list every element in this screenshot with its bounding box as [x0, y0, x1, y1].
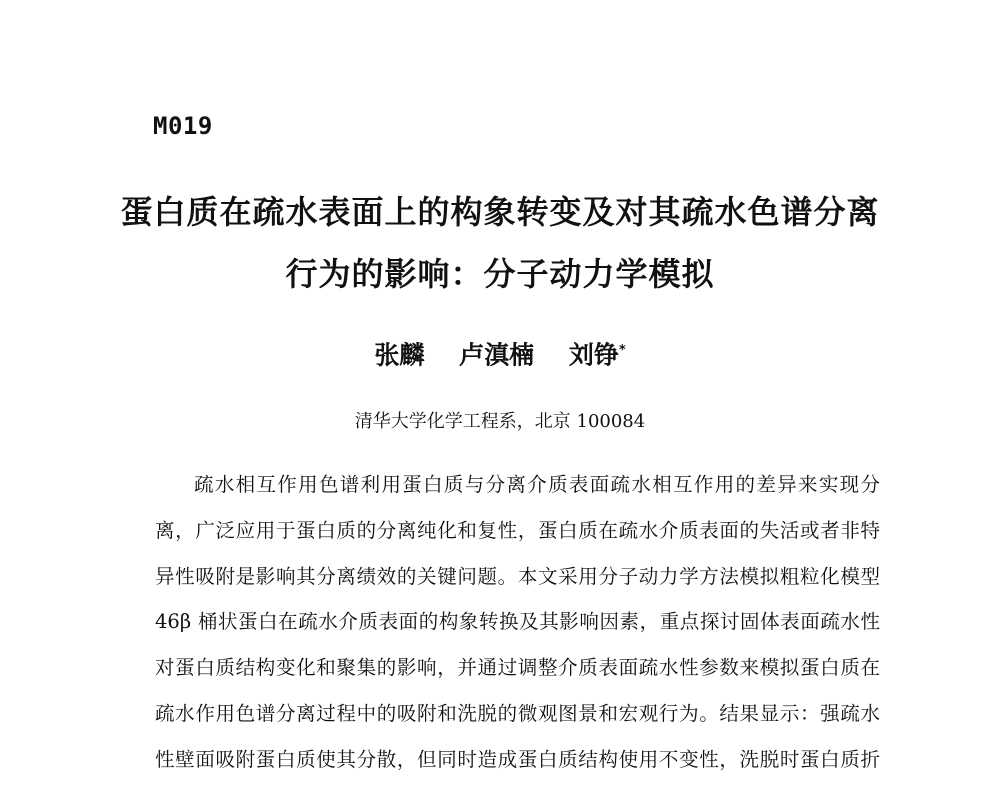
author	[374, 336, 424, 370]
author-name: 张麟	[374, 340, 425, 370]
abstract-line: 疏水作用色谱分离过程中的吸附和洗脱的微观图景和宏观行为。结果显示：强疏水	[155, 701, 880, 725]
abstract-line: 离，广泛应用于蛋白质的分离纯化和复性，蛋白质在疏水介质表面的失活或者非特	[155, 518, 880, 542]
affiliation: 清华大学化学工程系，北京 100084	[354, 411, 646, 432]
author-name: 刘铮	[568, 340, 619, 370]
abstract-line: 疏水相互作用色谱利用蛋白质与分离介质表面疏水相互作用的差异来实现分	[194, 473, 880, 496]
author	[459, 336, 534, 370]
abstract-line: 46β 桶状蛋白在疏水介质表面的构象转换及其影响因素，重点探讨固体表面疏水性	[155, 610, 880, 634]
abstract-line: 性壁面吸附蛋白质使其分散，但同时造成蛋白质结构使用不变性，洗脱时蛋白质折	[155, 747, 880, 771]
corresponding-mark: *	[618, 343, 626, 358]
author	[569, 336, 626, 370]
abstract-body	[155, 470, 880, 791]
abstract-line: 异性吸附是影响其分离绩效的关键问题。本文采用分子动力学方法模拟粗粒化模型	[155, 564, 880, 588]
title-line-2: 行为的影响：分子动力学模拟	[285, 255, 715, 293]
author-name: 卢滇楠	[459, 340, 535, 370]
abstract-line: 对蛋白质结构变化和聚集的影响，并通过调整介质表面疏水性参数来模拟蛋白质在	[155, 656, 880, 680]
author-list	[0, 336, 1000, 370]
title-line-1: 蛋白质在疏水表面上的构象转变及对其疏水色谱分离	[120, 193, 880, 231]
abstract-code: M019	[153, 112, 213, 140]
